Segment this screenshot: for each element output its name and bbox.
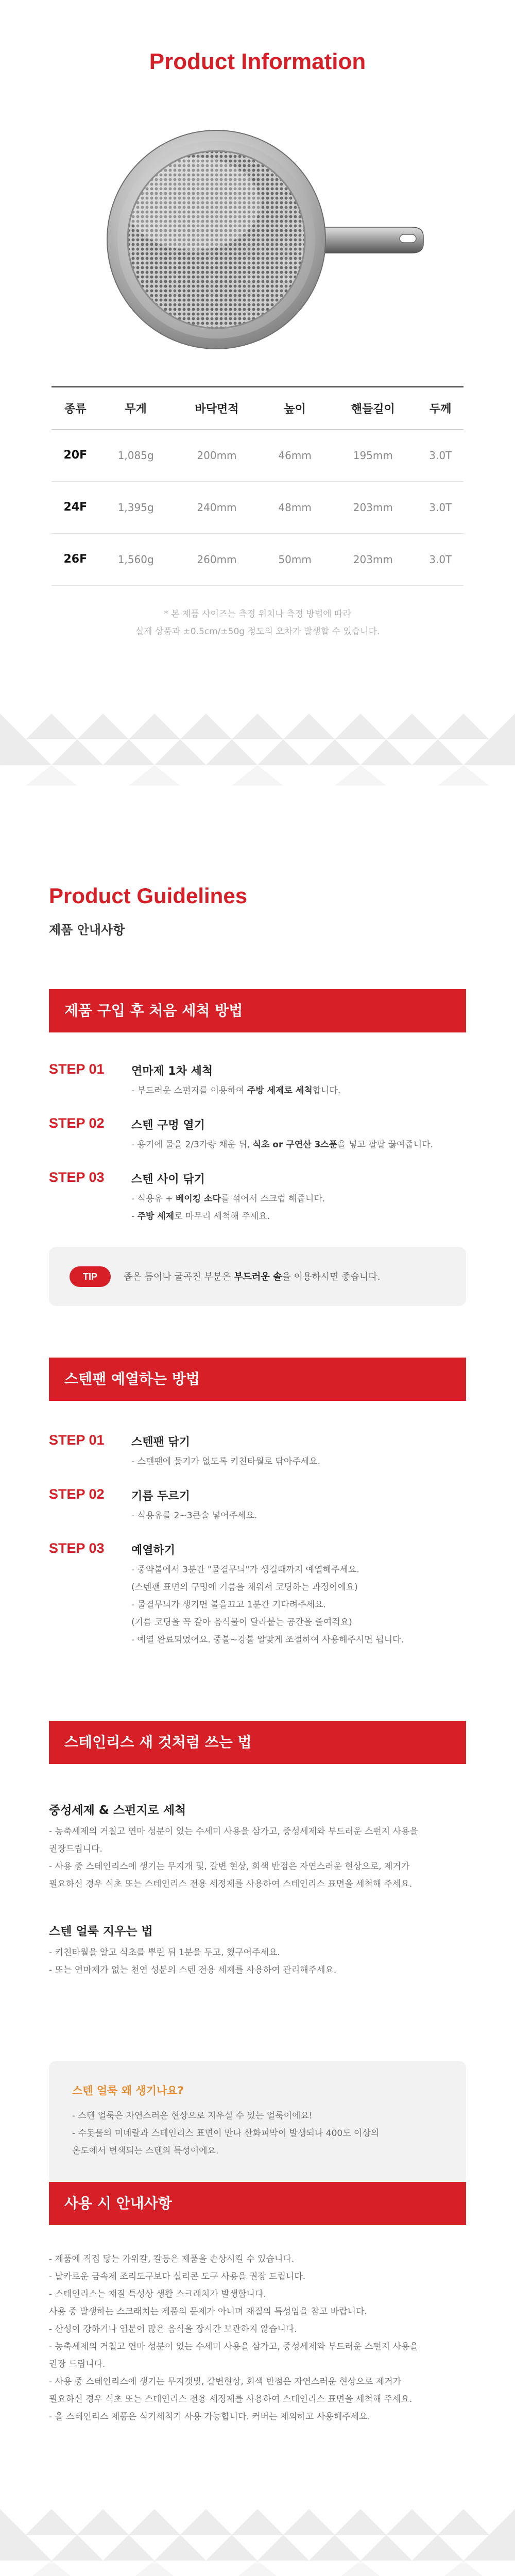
cell-height: 48mm [261,481,329,533]
notice-line: * 본 제품 사이즈는 측정 위치나 측정 방법에 따라 [164,609,351,619]
col-header-weight: 무게 [99,387,173,429]
cell-handle-length: 195mm [329,429,418,481]
frying-pan-illustration [103,126,433,353]
tip-text: 좁은 틈이나 굴곡진 부분은 부드러운 솔을 이용하시면 좋습니다. [124,1272,381,1282]
step-description: - 식용유 + 베이킹 소다를 섞어서 스크럽 해줍니다. [131,1194,325,1204]
usage-line: - 날카로운 금속제 조리도구보다 실리콘 도구 사용을 권장 드립니다. [49,2272,306,2282]
cell-height: 46mm [261,429,329,481]
stain-why-line: - 수돗물의 미네랄과 스테인리스 표면이 만나 산화피막이 발생되나 400도 이상의 [72,2128,380,2139]
cell-height: 50mm [261,533,329,585]
step-label: STEP 01 [49,1432,105,1448]
care-line: - 키친타월을 알고 식초를 뿌린 뒤 1분을 두고, 했구어주세요. [49,1947,280,1958]
step-description: - 예열 완료되었어요. 중불~강불 알맞게 조절하여 사용해주시면 됩니다. [131,1635,404,1645]
step-head: 예열하기 [131,1544,176,1557]
cell-thickness: 3.0T [418,429,464,481]
guidelines-title: Product Guidelines [49,884,248,908]
step-description: (기름 코팅을 꼭 갈아 음식물이 달라붙는 공간을 줄여줘요) [131,1617,352,1628]
usage-line: - 산성이 강하거나 염분이 많은 음식을 장시간 보관하지 않습니다. [49,2324,297,2334]
step-label: STEP 03 [49,1540,105,1556]
section-header-first-wash: 제품 구입 후 처음 세척 방법 [49,989,466,1032]
care-subhead-stain: 스텐 얼룩 지우는 법 [49,1925,153,1938]
step-head: 스텐 사이 닦기 [131,1173,205,1186]
cell-base-area: 200mm [173,429,262,481]
usage-line: - 스테인리스는 재질 특성상 생활 스크래치가 발생합니다. [49,2289,266,2299]
stain-why-line: 온도에서 변색되는 스텐의 특성이에요. [72,2146,219,2156]
care-line: - 또는 연마제가 없는 천연 성분의 스텐 전용 세제를 사용하여 관리해주세요. [49,1965,337,1975]
step-description: - 주방 세제로 마무리 세척해 주세요. [131,1211,270,1222]
stain-why-title: 스텐 얼룩 왜 생기나요? [72,2084,184,2097]
care-line: - 사용 중 스테인리스에 생기는 무지개 및, 갈변 현상, 회색 반점은 자연스러운 현상으로, 제거가 [49,1861,410,1872]
col-header-thickness: 두께 [418,387,464,429]
tip-box [49,1247,466,1306]
col-header-base-area: 바닥면적 [173,387,262,429]
triangle-pattern [0,714,515,786]
step-label: STEP 02 [49,1115,105,1131]
stain-why-line: - 스텐 얼룩은 자연스러운 현상으로 지우실 수 있는 얼룩이에요! [72,2111,313,2121]
cell-base-area: 260mm [173,533,262,585]
triangle-pattern [0,2509,515,2576]
product-info-title: Product Information [149,49,366,74]
care-line: - 농축세제의 거칠고 연마 성분이 있는 수세미 사용을 삼가고, 중성세제와 부드러운 스펀지 사용을 [49,1826,418,1837]
cell-weight: 1,560g [99,533,173,585]
usage-line: - 농축세제의 거칠고 연마 성분이 있는 수세미 사용을 삼가고, 중성세제와 부드러운 스펀지 사용을 [49,2342,418,2352]
guidelines-subtitle: 제품 안내사항 [49,923,125,937]
usage-line: 사용 중 발생하는 스크래치는 제품의 문제가 아니며 재질의 특성임을 참고 바랍니다. [49,2307,367,2317]
step-description: (스텐팬 표면의 구멍에 기름을 채워서 코팅하는 과정이에요) [131,1582,358,1592]
section-header-preheat: 스텐팬 예열하는 방법 [49,1358,466,1401]
cell-weight: 1,085g [99,429,173,481]
cell-size: 24F [52,481,99,533]
cell-base-area: 240mm [173,481,262,533]
table-row [52,533,464,585]
usage-line: - 사용 중 스테인리스에 생기는 무지갯빛, 갈변현상, 회색 반점은 자연스러운 현상으로 제거가 [49,2377,401,2387]
cell-handle-length: 203mm [329,533,418,585]
cell-handle-length: 203mm [329,481,418,533]
care-subhead-wash: 중성세제 & 스펀지로 세척 [49,1804,186,1817]
step-description: - 스텐팬에 물기가 없도록 키친타월로 닦아주세요. [131,1456,320,1467]
step-head: 연마제 1차 세척 [131,1065,213,1078]
spec-table-header-row [52,387,464,429]
col-header-handle-length: 핸들길이 [329,387,418,429]
cell-size: 20F [52,429,99,481]
step-description: - 중약불에서 3분간 "물결무늬"가 생길때까지 예열해주세요. [131,1565,359,1575]
step-description: - 용기에 물을 2/3가량 채운 뒤, 식초 or 구연산 3스푼을 넣고 팔팔 끓여줍니다. [131,1140,433,1150]
section-header-usage: 사용 시 안내사항 [49,2182,466,2225]
table-row [52,481,464,533]
care-line: 권장드립니다. [49,1844,102,1854]
cell-size: 26F [52,533,99,585]
step-head: 기름 두르기 [131,1490,190,1503]
step-head: 스텐팬 닦기 [131,1436,190,1449]
step-label: STEP 03 [49,1170,105,1185]
care-line: 필요하신 경우 식초 또는 스테인리스 전용 세정제를 사용하여 스테인리스 표면을 세척해 주세요. [49,1879,413,1889]
size-notice [0,605,515,640]
step-description: - 물결무늬가 생기면 불을끄고 1분간 기다려주세요. [131,1600,326,1610]
col-header-type: 종류 [52,387,99,429]
tip-badge: TIP [70,1266,111,1287]
spec-table [52,386,464,586]
step-label: STEP 01 [49,1061,105,1077]
step-description: - 식용유를 2~3큰술 넣어주세요. [131,1511,258,1521]
usage-line: 필요하신 경우 식초 또는 스테인리스 전용 세정제를 사용하여 스테인리스 표면을 세척해 주세요. [49,2394,413,2404]
stain-why-box [49,2061,466,2184]
cell-thickness: 3.0T [418,481,464,533]
step-label: STEP 02 [49,1486,105,1502]
step-head: 스텐 구멍 열기 [131,1119,205,1132]
usage-line: - 제품에 직접 닿는 가위칼, 칼등은 제품을 손상시킬 수 있습니다. [49,2254,295,2264]
cell-thickness: 3.0T [418,533,464,585]
col-header-height: 높이 [261,387,329,429]
table-row [52,429,464,481]
step-description: - 부드러운 스펀지를 이용하여 주방 세제로 세척합니다. [131,1086,341,1096]
usage-line: 권장 드립니다. [49,2359,106,2369]
cell-weight: 1,395g [99,481,173,533]
notice-line: 실제 상품과 ±0.5cm/±50g 정도의 오차가 발생할 수 있습니다. [135,626,380,637]
usage-line: - 올 스테인리스 제품은 식기세척기 사용 가능합니다. 커버는 제외하고 사용해주세요. [49,2412,370,2422]
section-header-care: 스테인리스 새 것처럼 쓰는 법 [49,1721,466,1764]
